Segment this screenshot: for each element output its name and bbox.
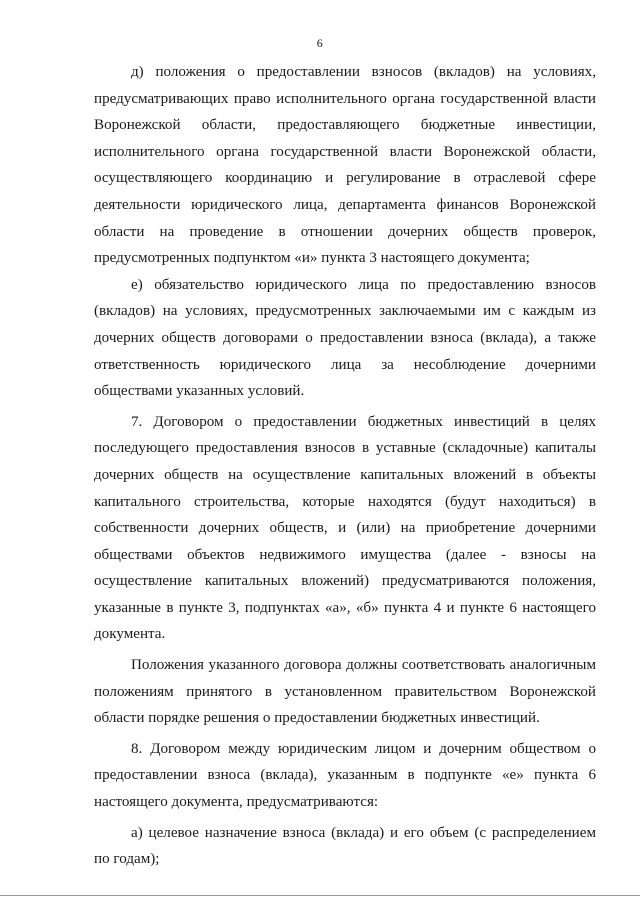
- paragraph-d: д) положения о предоставлении взносов (вкладов) на условиях, предусматривающих право исполнительного органа государственной власти Воронежской области, предоставляющего бюджетные инвестиции, исполнительного органа государственной власти Воронежской области, осуществляющего координацию и регулирование в отраслевой сфере деятельности юридического лица, департамента финансов Воронежской области на проведение в отношении дочерних обществ проверок, предусмотренных подпунктом «и» пункта 3 настоящего документа;: [94, 64, 596, 267]
- paragraph-8-a: а) целевое назначение взноса (вклада) и его объем (с распределением по годам);: [94, 824, 596, 868]
- page-bottom-divider: [0, 895, 640, 896]
- paragraph-8: 8. Договором между юридическим лицом и дочерним обществом о предоставлении взноса (вклада), указанным в подпункте «е» пункта 6 настоящего документа, предусматриваются:: [94, 740, 596, 811]
- paragraph-7-provisions: Положения указанного договора должны соответствовать аналогичным положениям принятого в установленном правительством Воронежской области порядке решения о предоставлении бюджетных инвестиций.: [94, 657, 596, 727]
- paragraph-e: е) обязательство юридического лица по предоставлению взносов (вкладов) на условиях, предусмотренных заключаемыми им с каждым из дочерних обществ договорами о предоставлении взноса (вклада), а также ответственность юридического лица за несоблюдение дочерними обществами указанных условий.: [94, 276, 596, 400]
- document-body: [94, 59, 596, 873]
- paragraph-7: 7. Договором о предоставлении бюджетных инвестиций в целях последующего предоставления взносов в уставные (складочные) капиталы дочерних обществ на осуществление капитальных вложений в объекты капитального строительства, которые находятся (будут находиться) в собственности дочерних обществ, и (или) на приобретение дочерними обществами объектов недвижимого имущества (далее - взносы на осуществление капитальных вложений) предусматриваются положения, указанные в пункте 3, подпунктах «а», «б» пункта 4 и пункте 6 настоящего документа.: [94, 413, 596, 643]
- page-number: 6: [316, 36, 324, 50]
